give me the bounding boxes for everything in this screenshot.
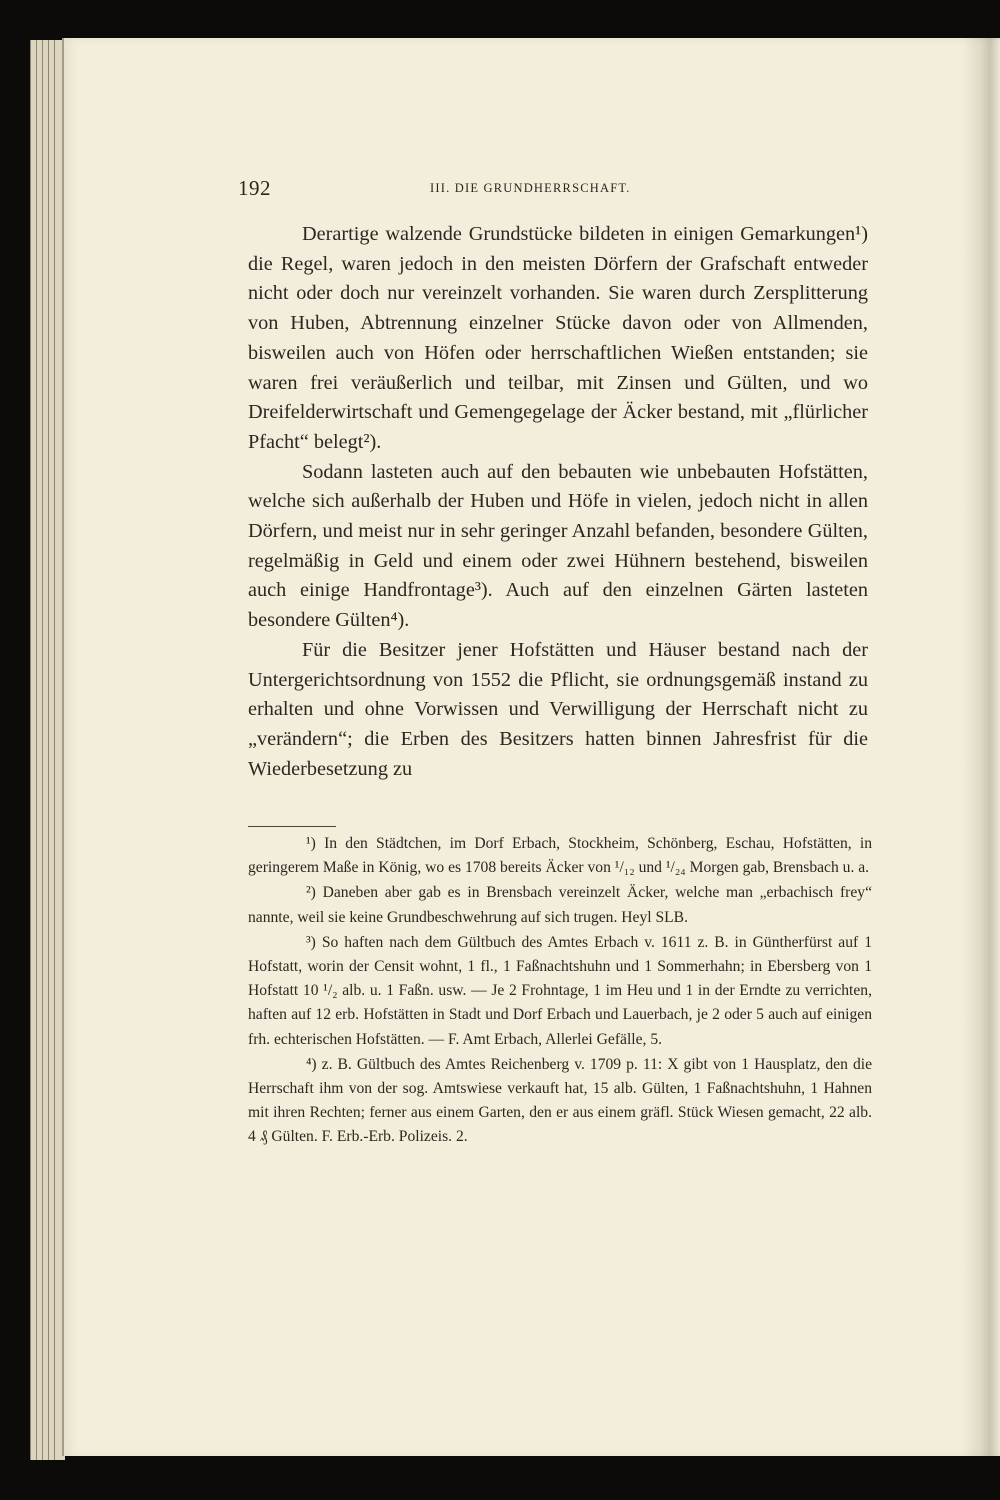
page-header: [238, 176, 878, 206]
footnote-text: ³) So haften nach dem Gültbuch des Amtes Erbach v. 1611 z. B. in Güntherfürst auf 1 Hofstatt, worin der Censit wohnt, 1 fl., 1 Faßnachtshuhn und 1 Sommerhahn; in Ebersberg von 1 Hofstatt 10 ¹/₂ alb. u. 1 Faßn. usw. — Je 2 Frohntage, 1 im Heu und 1 in der Erndte zu verrichten, haften auf 12 erb. Hofstätten in Stadt und Dorf Erbach und Lauerbach, je 2 oder 5 auch auf einigen frh. echterischen Hofstätten. — F. Amt Erbach, Allerlei Gefälle, 5.: [248, 933, 872, 1048]
main-text: [248, 220, 868, 784]
binding-gutter: [962, 38, 1000, 1456]
footnote-text: ¹) In den Städtchen, im Dorf Erbach, Stockheim, Schönberg, Eschau, Hofstätten, in geringerem Maße in König, wo es 1708 bereits Äcker von ¹/₁₂ und ¹/₂₄ Morgen gab, Brensbach u. a.: [248, 835, 872, 877]
paragraph: Derartige walzende Grundstücke bildeten in einigen Gemarkungen¹) die Regel, waren jedoch in den meisten Dörfern der Grafschaft entweder nicht oder doch nur vereinzelt vorhanden. Sie waren durch Zersplitterung von Huben, Abtrennung einzelner Stücke davon oder von Allmenden, bisweilen auch von Höfen oder herrschaftlichen Wießen entstanden; sie waren frei veräußerlich und teilbar, mit Zinsen und Gülten, und wo Dreifelderwirtschaft und Gemengegelage der Äcker bestand, mit „flürlicher Pfacht“ belegt²).: [248, 223, 868, 453]
paragraph: Für die Besitzer jener Hofstätten und Häuser bestand nach der Untergerichtsordnung von 1552 die Pflicht, sie ordnungsgemäß instand zu erhalten und ohne Vorwissen und Verwilligung der Herrschaft nicht zu „verändern“; die Erben des Besitzers hatten binnen Jahresfrist für die Wiederbesetzung zu: [248, 638, 868, 780]
footnote-rule: [248, 826, 336, 827]
running-head: III. DIE GRUNDHERRSCHAFT.: [430, 181, 631, 195]
footnote: [248, 1053, 872, 1150]
footnote-text: ⁴) z. B. Gültbuch des Amtes Reichenberg v. 1709 p. 11: X gibt von 1 Hausplatz, den die Herrschaft ihm von der sog. Amtswiese verkauft hat, 15 alb. Gülten, 1 Faßnachtshuhn, 1 Hahnen mit ihren Rechten; ferner aus einem Garten, den er aus einem gräfl. Stück Wiesen gemacht, 22 alb. 4 ₰ Gülten. F. Erb.-Erb. Polizeis. 2.: [248, 1055, 872, 1146]
footnote: [248, 881, 872, 929]
footnote: [248, 931, 872, 1052]
page-number: 192: [238, 176, 271, 200]
footnotes: [248, 832, 872, 1151]
paragraph: Sodann lasteten auch auf den bebauten wie unbebauten Hofstätten, welche sich außerhalb der Huben und Höfe in vielen, jedoch nicht in allen Dörfern, und meist nur in sehr geringer Anzahl befanden, besondere Gülten, regelmäßig in Geld und einem oder zwei Hühnern bestehend, bisweilen auch einige Handfrontage³). Auch auf den einzelnen Gärten lasteten besondere Gülten⁴).: [248, 460, 868, 632]
footnote-text: ²) Daneben aber gab es in Brensbach vereinzelt Äcker, welche man „erbachisch frey“ nannte, weil sie keine Grundbeschwehrung auf sich trugen. Heyl SLB.: [248, 884, 872, 926]
footnote: [248, 832, 872, 880]
